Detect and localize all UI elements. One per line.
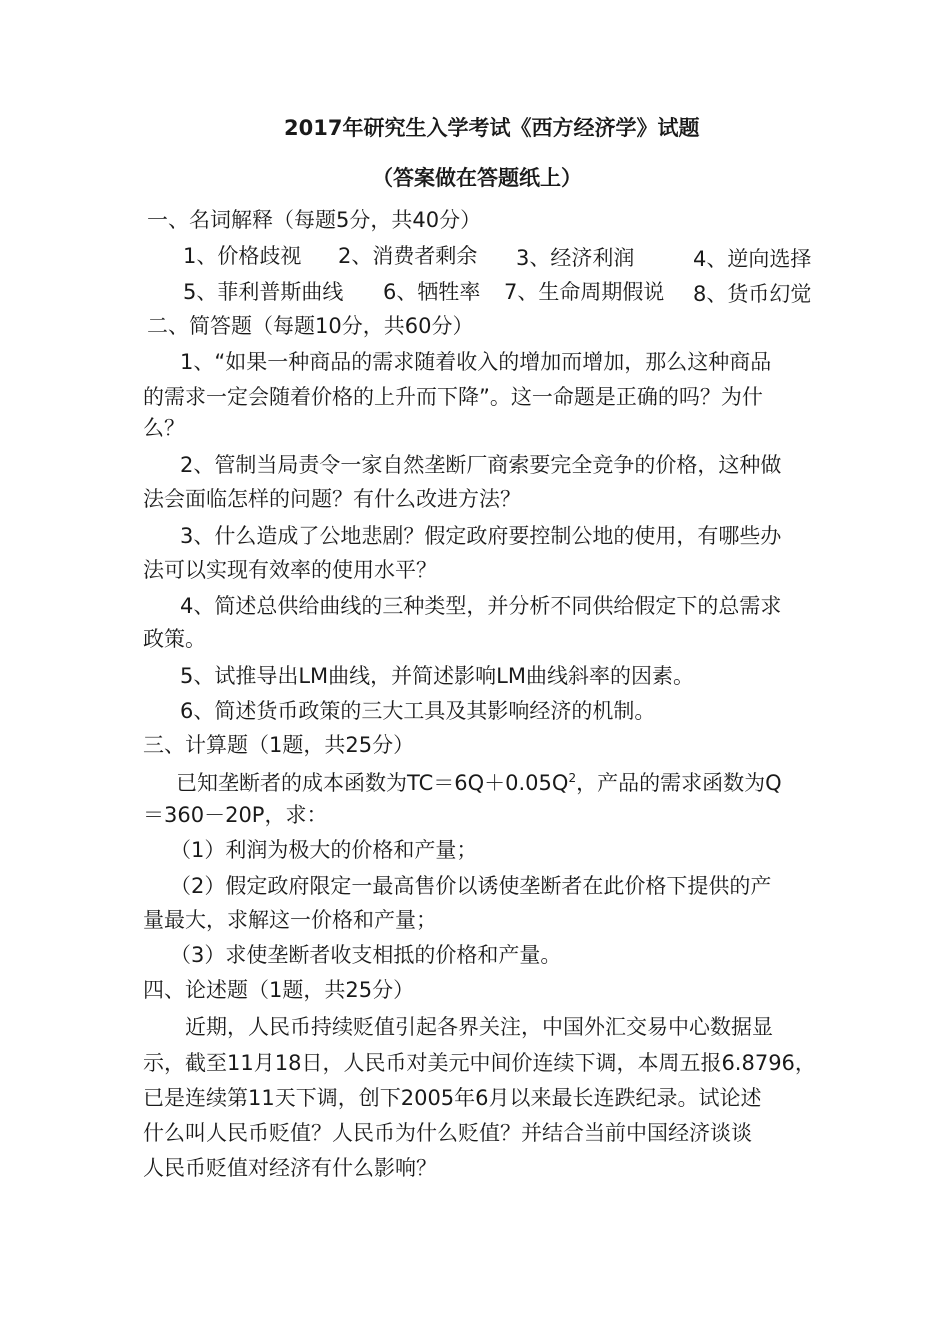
section-1-heading: 一、名词解释（每题5分，共40分）	[147, 208, 482, 232]
problem-part: （3）求使垄断者收支相抵的价格和产量。	[170, 943, 562, 967]
term-6: 6、牺牲率	[383, 280, 481, 304]
problem-intro	[176, 769, 782, 797]
question-text: 3、什么造成了公地悲剧？假定政府要控制公地的使用，有哪些办	[180, 524, 782, 548]
term-1: 1、价格歧视	[183, 244, 302, 268]
essay-text: 近期，人民币持续贬值引起各界关注，中国外汇交易中心数据显	[185, 1015, 773, 1039]
term-3: 3、经济利润	[516, 246, 635, 270]
question-text: 4、简述总供给曲线的三种类型，并分析不同供给假定下的总需求	[180, 594, 782, 618]
problem-part: 量最大，求解这一价格和产量；	[143, 908, 437, 932]
problem-part: （2）假定政府限定一最高售价以诱使垄断者在此价格下提供的产	[170, 874, 772, 898]
question-text: 6、简述货币政策的三大工具及其影响经济的机制。	[180, 699, 656, 723]
question-text: 法会面临怎样的问题？有什么改进方法？	[143, 487, 521, 511]
essay-text: 人民币贬值对经济有什么影响？	[143, 1156, 437, 1180]
essay-text: 什么叫人民币贬值？人民币为什么贬值？并结合当前中国经济谈谈	[143, 1121, 752, 1145]
problem-intro: ＝360－20P，求：	[143, 803, 328, 827]
exam-title: 2017年研究生入学考试《西方经济学》试题	[284, 116, 700, 140]
essay-text: 已是连续第11天下调，创下2005年6月以来最长连跌纪录。试论述	[143, 1086, 762, 1110]
question-text: 法可以实现有效率的使用水平？	[143, 558, 437, 582]
question-text: 的需求一定会随着价格的上升而下降”。这一命题是正确的吗？为什	[143, 385, 763, 409]
question-text: 1、“如果一种商品的需求随着收入的增加而增加，那么这种商品	[180, 350, 772, 374]
exponent: 2	[568, 771, 577, 785]
exam-subtitle: （答案做在答题纸上）	[372, 166, 582, 190]
question-text: 么？	[143, 416, 185, 440]
term-5: 5、菲利普斯曲线	[183, 280, 344, 304]
problem-part: （1）利润为极大的价格和产量；	[170, 838, 478, 862]
section-4-heading: 四、论述题（1题，共25分）	[143, 978, 415, 1002]
term-8: 8、货币幻觉	[693, 282, 812, 306]
section-3-heading: 三、计算题（1题，共25分）	[143, 733, 415, 757]
term-4: 4、逆向选择	[693, 247, 812, 271]
problem-intro-text: 已知垄断者的成本函数为TC＝6Q＋0.05Q	[176, 771, 569, 795]
essay-text: 示，截至11月18日，人民币对美元中间价连续下调，本周五报6.8796，	[143, 1051, 816, 1075]
question-text: 政策。	[143, 627, 206, 651]
term-2: 2、消费者剩余	[338, 244, 478, 268]
question-text: 2、管制当局责令一家自然垄断厂商索要完全竞争的价格，这种做	[180, 453, 782, 477]
term-7: 7、生命周期假说	[504, 280, 665, 304]
section-2-heading: 二、简答题（每题10分，共60分）	[147, 314, 474, 338]
problem-intro-text: ，产品的需求函数为Q	[576, 771, 782, 795]
question-text: 5、试推导出LM曲线，并简述影响LM曲线斜率的因素。	[180, 664, 694, 688]
